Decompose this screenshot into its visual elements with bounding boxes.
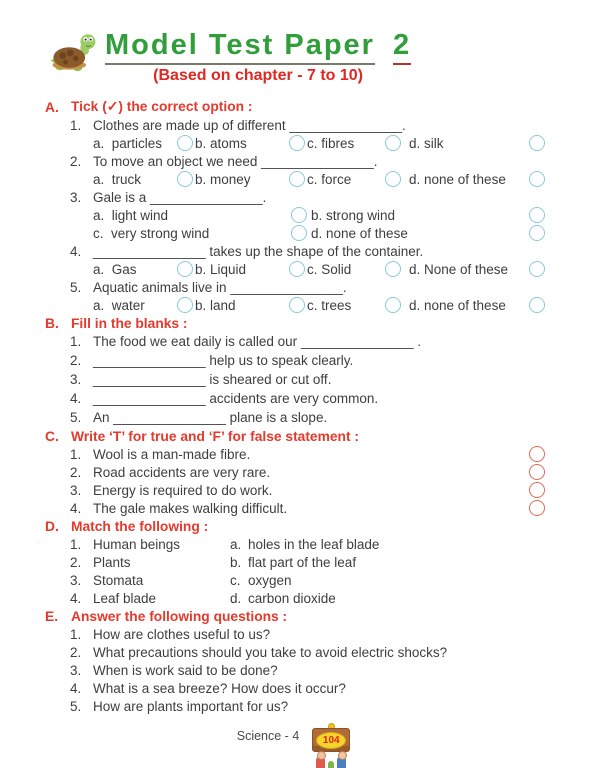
fill-blank-row: 4. _______________ accidents are very common. <box>70 391 379 406</box>
answer-bubble[interactable] <box>291 225 307 241</box>
option-a: a. water <box>93 296 193 314</box>
page-header <box>45 26 545 92</box>
match-row: 2. Plants b. flat part of the leaf <box>70 554 357 570</box>
answer-bubble[interactable] <box>385 135 401 151</box>
answer-bubble[interactable] <box>177 297 193 313</box>
option-c: c. force <box>305 170 401 188</box>
plaque-board <box>312 728 350 752</box>
answer-bubble[interactable] <box>529 171 545 187</box>
option-b: b. Liquid <box>193 260 305 278</box>
section-a-heading: Tick (✓) the correct option : <box>71 99 253 114</box>
answer-bubble[interactable] <box>529 297 545 313</box>
option-b: b. land <box>193 296 305 314</box>
section-d <box>45 517 545 607</box>
option-a: a. light wind <box>93 206 307 224</box>
answer-question-row: 3. When is work said to be done? <box>70 662 278 678</box>
tf-answer-circle[interactable] <box>529 464 545 480</box>
question-row: 3. Gale is a _______________. <box>70 189 267 205</box>
true-false-row: 4. The gale makes walking difficult. <box>45 499 545 517</box>
section-e-heading: Answer the following questions : <box>71 608 288 624</box>
answer-bubble[interactable] <box>289 135 305 151</box>
title-main: Model Test Paper <box>105 29 375 65</box>
answer-bubble[interactable] <box>291 207 307 223</box>
question-row: 1. Clothes are made up of different _______________. <box>70 117 406 133</box>
section-c-letter: C. <box>45 428 59 444</box>
page-title <box>105 28 411 62</box>
answer-bubble[interactable] <box>177 261 193 277</box>
kids-illustration <box>309 750 353 768</box>
true-false-row: 3. Energy is required to do work. <box>45 481 545 499</box>
answer-bubble[interactable] <box>529 225 545 241</box>
girl-figure <box>316 757 325 768</box>
true-false-row: 1. Wool is a man-made fibre. <box>45 445 545 463</box>
section-a <box>45 98 545 314</box>
answer-bubble[interactable] <box>289 171 305 187</box>
true-false-row: 2. Road accidents are very rare. <box>45 463 545 481</box>
section-b-letter: B. <box>45 315 59 331</box>
section-a-letter: A. <box>45 99 59 115</box>
page-footer <box>45 723 545 768</box>
section-e-letter: E. <box>45 608 59 624</box>
option-d: d. none of these <box>307 224 545 242</box>
option-a: a. particles <box>93 134 193 152</box>
option-row <box>45 260 545 278</box>
answer-bubble[interactable] <box>529 207 545 223</box>
option-b: b. strong wind <box>307 206 545 224</box>
option-b: b. money <box>193 170 305 188</box>
tf-answer-circle[interactable] <box>529 482 545 498</box>
book-title: Science - 4 <box>236 729 300 743</box>
answer-question-row: 5. How are plants important for us? <box>70 698 289 714</box>
option-d: d. none of these <box>401 296 545 314</box>
match-row: 1. Human beings a. holes in the leaf blade <box>70 536 380 552</box>
question-row: 5. Aquatic animals live in _______________. <box>70 279 347 295</box>
answer-bubble[interactable] <box>529 135 545 151</box>
fill-blank-row: 5. An _______________ plane is a slope. <box>70 410 328 425</box>
title-block <box>105 28 411 86</box>
fill-blank-row: 3. _______________ is sheared or cut off. <box>70 372 332 387</box>
match-row: 3. Stomata c. oxygen <box>70 572 292 588</box>
question-row: 2. To move an object we need _______________. <box>70 153 378 169</box>
answer-question-row: 2. What precautions should you take to avoid electric shocks? <box>70 644 448 660</box>
turtle-logo <box>45 26 101 76</box>
section-d-letter: D. <box>45 518 59 534</box>
page-number-badge: 104 <box>316 732 346 749</box>
match-row: 4. Leaf blade d. carbon dioxide <box>70 590 336 606</box>
option-d: d. None of these <box>401 260 545 278</box>
answer-question-row: 1. How are clothes useful to us? <box>70 626 271 642</box>
section-b-heading: Fill in the blanks : <box>71 315 188 331</box>
section-d-heading: Match the following : <box>71 518 209 534</box>
option-c: c. Solid <box>305 260 401 278</box>
answer-bubble[interactable] <box>289 297 305 313</box>
option-c: c. trees <box>305 296 401 314</box>
page-subtitle: (Based on chapter - 7 to 10) <box>153 67 363 84</box>
title-number: 2 <box>393 29 411 65</box>
answer-bubble[interactable] <box>385 297 401 313</box>
option-row <box>45 206 545 224</box>
option-row <box>45 170 545 188</box>
option-a: a. truck <box>93 170 193 188</box>
section-e <box>45 607 545 715</box>
option-d: d. none of these <box>401 170 545 188</box>
fill-blank-row: 2. _______________ help us to speak clearly. <box>70 353 354 368</box>
section-c <box>45 427 545 517</box>
question-row: 4. _______________ takes up the shape of the container. <box>70 243 424 259</box>
option-row <box>45 134 545 152</box>
option-d: d. silk <box>401 134 545 152</box>
answer-bubble[interactable] <box>529 261 545 277</box>
answer-bubble[interactable] <box>177 135 193 151</box>
section-c-heading: Write ‘T’ for true and ‘F’ for false statement : <box>71 428 359 444</box>
answer-bubble[interactable] <box>177 171 193 187</box>
answer-bubble[interactable] <box>385 261 401 277</box>
option-row <box>45 296 545 314</box>
fill-blank-row: 1. The food we eat daily is called our _______________ . <box>70 334 421 349</box>
option-row <box>45 224 545 242</box>
answer-question-row: 4. What is a sea breeze? How does it occur? <box>70 680 346 696</box>
tf-answer-circle[interactable] <box>529 446 545 462</box>
boy-figure <box>337 757 346 768</box>
plant-figure <box>328 761 334 768</box>
answer-bubble[interactable] <box>385 171 401 187</box>
option-c: c. fibres <box>305 134 401 152</box>
option-a: a. Gas <box>93 260 193 278</box>
tf-answer-circle[interactable] <box>529 500 545 516</box>
page-number-plaque <box>309 723 353 768</box>
section-b <box>45 314 545 427</box>
answer-bubble[interactable] <box>289 261 305 277</box>
option-c: c. very strong wind <box>93 224 307 242</box>
option-b: b. atoms <box>193 134 305 152</box>
